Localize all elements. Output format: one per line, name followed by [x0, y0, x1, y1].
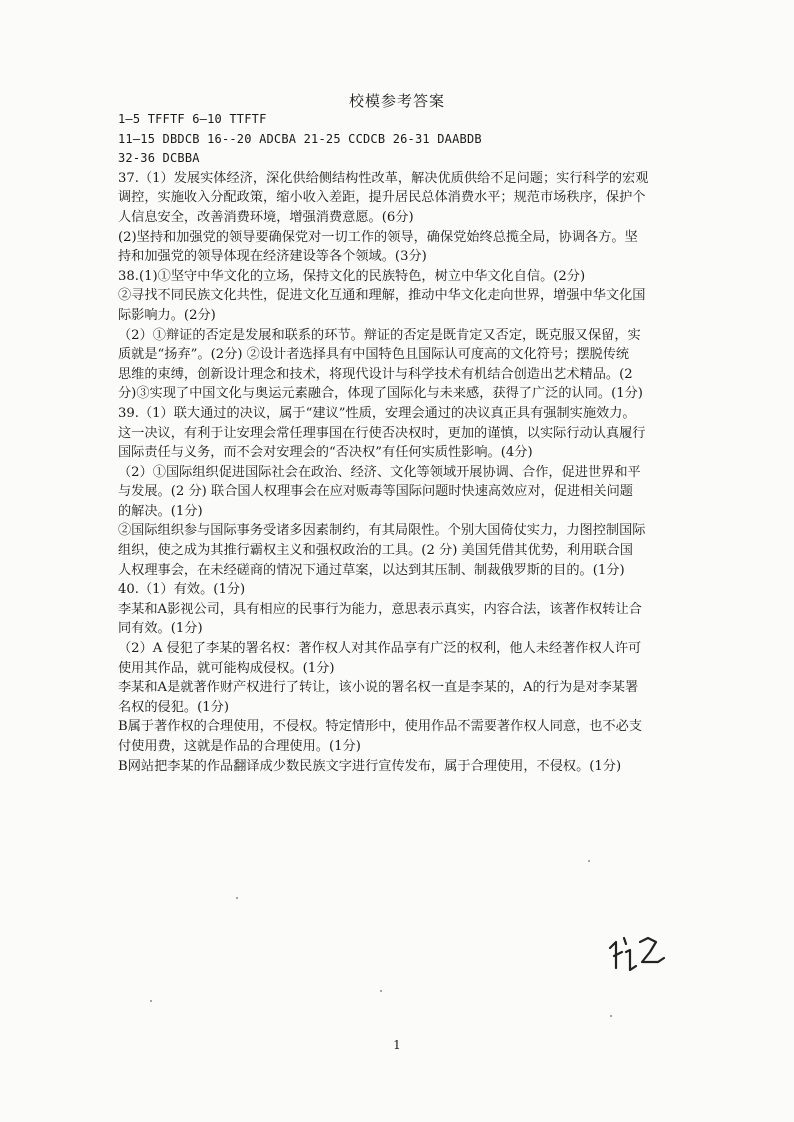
- page-number: 1: [393, 1038, 401, 1052]
- text-line: 40.（1）有效。(1分): [118, 582, 246, 598]
- text-line: 的解决。(1分): [118, 503, 203, 519]
- answer-key-row-2: 11—15 DBDCB 16--20 ADCBA 21-25 CCDCB 26-31 DAABDB: [118, 131, 482, 146]
- text-line: 李某和A影视公司，具有相应的民事行为能力，意思表示真实，内容合法，该著作权转让合: [118, 601, 642, 617]
- text-line: 39.（1）联大通过的决议，属于“建议”性质，安理会通过的决议真正具有强制实施效力。: [118, 405, 636, 421]
- text-line: 质就是“扬弃”。(2分) ②设计者选择具有中国特色且国际认可度高的文化符号；摆脱传统: [118, 347, 630, 363]
- text-line: B属于著作权的合理使用，不侵权。特定情形中，使用作品不需要著作权人同意，也不必支: [118, 719, 642, 735]
- text-line: （2）A 侵犯了李某的署名权：著作权人对其作品享有广泛的权利，他人未经著作权人许可: [118, 641, 642, 657]
- scan-speck: [588, 860, 590, 862]
- text-line: 名权的侵犯。(1分): [118, 699, 229, 715]
- text-line: 37.（1）发展实体经济，深化供给侧结构性改革，解决优质供给不足问题；实行科学的宏观: [118, 170, 649, 186]
- text-line: 调控，实施收入分配政策，缩小收入差距，提升居民总体消费水平；规范市场秩序，保护个: [118, 190, 646, 206]
- text-line: 分)③实现了中国文化与奥运元素融合，体现了国际化与未来感，获得了广泛的认同。(1分): [118, 386, 643, 402]
- answer-content: [118, 110, 678, 776]
- text-line: 与发展。(2 分) 联合国人权理事会在应对贩毒等国际问题时快速高效应对，促进相关问题: [118, 484, 633, 500]
- text-line: 人权理事会，在未经磋商的情况下通过草案，以达到其压制、制裁俄罗斯的目的。(1分): [118, 562, 625, 578]
- text-line: 国际责任与义务，而不会对安理会的“否决权”有任何实质性影响。(4分): [118, 445, 533, 461]
- answer-key-row-3: 32-36 DCBBA: [118, 151, 200, 166]
- text-line: 同有效。(1分): [118, 621, 203, 637]
- scan-speck: [150, 1000, 152, 1002]
- text-line: 使用其作品，就可能构成侵权。(1分): [118, 660, 335, 676]
- handwritten-mark: [606, 928, 668, 980]
- text-line: （2）①国际组织促进国际社会在政治、经济、文化等领域开展协调、合作，促进世界和平: [118, 464, 641, 480]
- text-line: 付使用费，这就是作品的合理使用。(1分): [118, 739, 361, 754]
- text-line: 持和加强党的领导体现在经济建设等各个领域。(3分): [118, 249, 427, 265]
- text-line: (2)坚持和加强党的领导要确保党对一切工作的领导，确保党始终总揽全局，协调各方。坚: [118, 229, 638, 245]
- text-line: 38.(1)①坚守中华文化的立场，保持文化的民族特色，树立中华文化自信。(2分): [118, 268, 586, 284]
- text-line: 李某和A是就著作财产权进行了转让，该小说的署名权一直是李某的，A的行为是对李某署: [118, 680, 639, 696]
- text-line: （2）①辩证的否定是发展和联系的环节。辩证的否定是既肯定又否定，既克服又保留，实: [118, 327, 641, 343]
- text-line: 思维的束缚，创新设计理念和技术，将现代设计与科学技术有机结合创造出艺术精品。(2: [118, 366, 633, 382]
- text-line: 组织，使之成为其推行霸权主义和强权政治的工具。(2 分) 美国凭借其优势，利用联合国: [118, 543, 633, 559]
- scan-speck: [380, 990, 382, 992]
- document-title: 校模参考答案: [348, 92, 445, 110]
- text-line: 这一决议，有利于让安理会常任理事国在行使否决权时，更加的谨慎，以实际行动认真履行: [118, 425, 646, 441]
- text-line: 人信息安全，改善消费环境，增强消费意愿。(6分): [118, 209, 414, 225]
- scan-speck: [610, 1015, 612, 1017]
- text-line: 际影响力。(2分): [118, 307, 216, 323]
- text-line: B网站把李某的作品翻译成少数民族文字进行宣传发布，属于合理使用，不侵权。(1分): [118, 758, 622, 774]
- scan-speck: [236, 897, 238, 899]
- answer-key-row-1: 1—5 TFFTF 6—10 TTFTF: [118, 112, 267, 126]
- text-line: ②寻找不同民族文化共性，促进文化互通和理解，推动中华文化走向世界，增强中华文化国: [118, 288, 646, 304]
- text-line: ②国际组织参与国际事务受诸多因素制约，有其局限性。个别大国倚仗实力，力图控制国际: [118, 523, 646, 539]
